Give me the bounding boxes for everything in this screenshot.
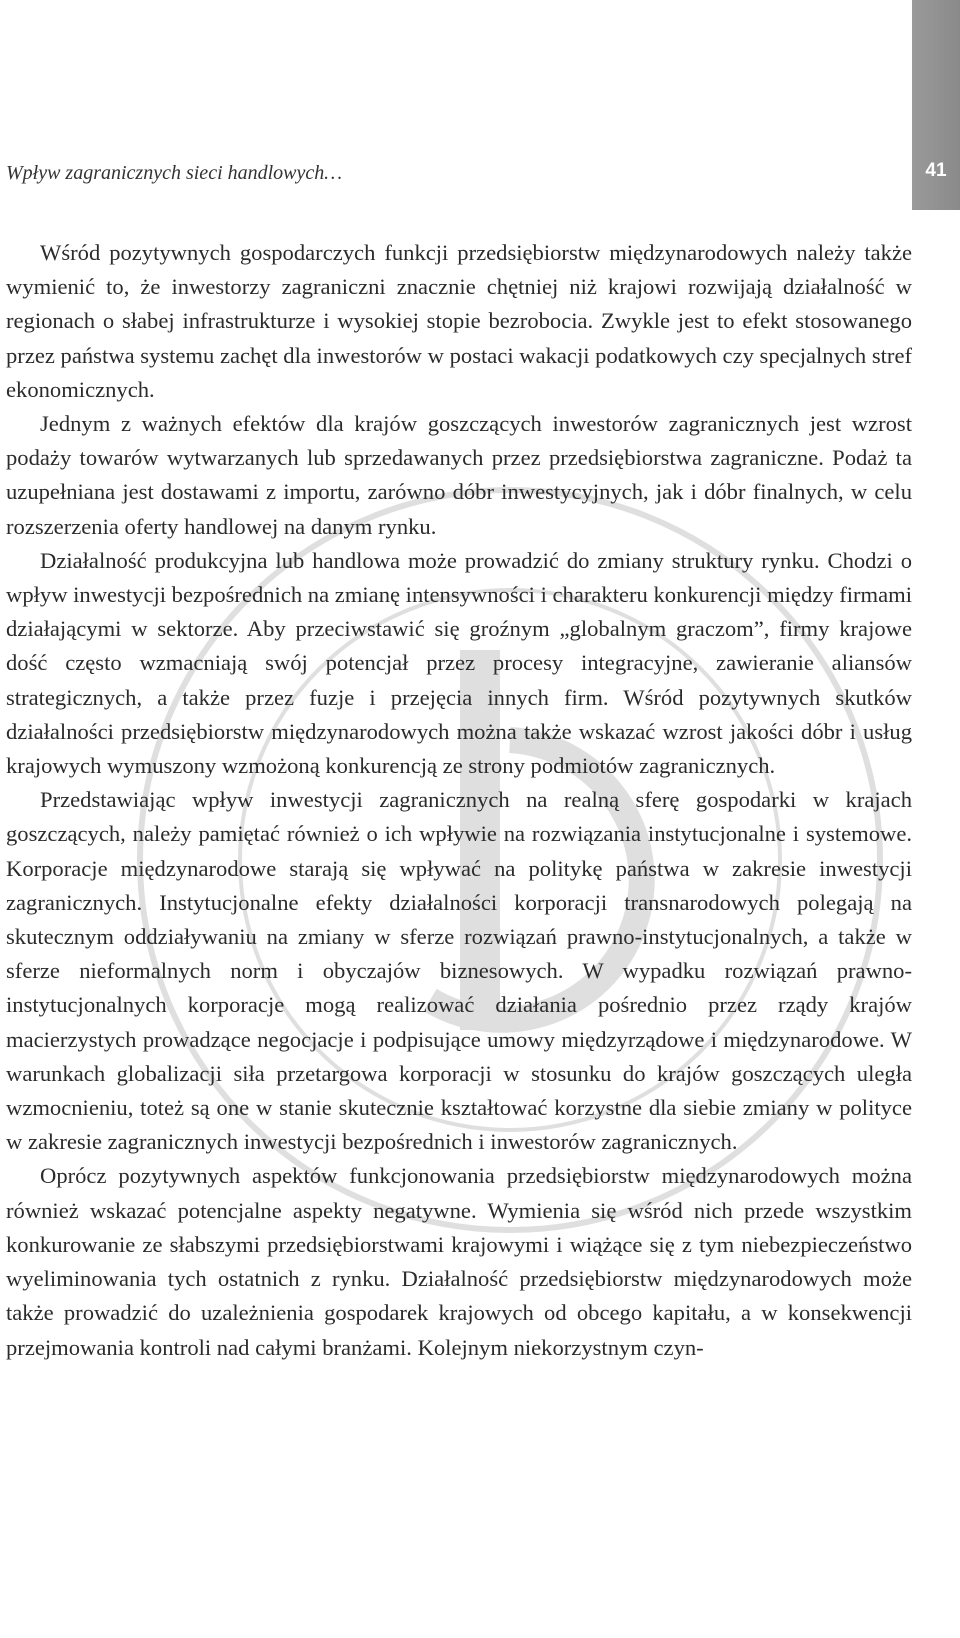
paragraph: Przedstawiając wpływ inwestycji zagranicznych na realną sferę gospodarki w krajach goszczących, należy pamiętać również o ich wpływie na rozwiązania instytucjonalne i systemowe. Korporacje międzynarodowe starają się wpływać na politykę państwa w zakresie inwestycji zagranicznych. Instytucjonalne efekty działalności korporacji transnarodowych polegają na skutecznym oddziaływaniu na zmiany w sferze rozwiązań prawno-instytucjonalnych, a także w sferze nieformalnych norm i obyczajów biznesowych. W wypadku rozwiązań prawno-instytucjonalnych korporacje mogą realizować działania pośrednio przez rządy krajów macierzystych prowadzące negocjacje i podpisujące umowy międzyrządowe i międzynarodowe. W warunkach globalizacji siła przetargowa korporacji w stosunku do krajów goszczących uległa wzmocnieniu, toteż są one w stanie skutecznie kształtować korzystne dla siebie zmiany w polityce w zakresie zagranicznych inwestycji bezpośrednich i inwestorów zagranicznych. <box>6 787 912 1155</box>
paragraph: Oprócz pozytywnych aspektów funkcjonowania przedsiębiorstw międzynarodowych można również wskazać potencjalne aspekty negatywne. Wymienia się wśród nich przede wszystkim konkurowanie ze słabszymi przedsiębiorstwami krajowymi i wiążące się z tym niebezpieczeństwo wyeliminowania tych ostatnich z rynku. Działalność przedsiębiorstw międzynarodowych może także prowadzić do uzależnienia gospodarek krajowych od obcego kapitału, a w konsekwencji przejmowania kontroli nad całymi branżami. Kolejnym niekorzystnym czyn- <box>6 1163 912 1360</box>
page-margin-tab <box>912 0 960 1638</box>
document-body <box>6 236 912 1365</box>
paragraph: Wśród pozytywnych gospodarczych funkcji przedsiębiorstw międzynarodowych należy także wymienić to, że inwestorzy zagraniczni znacznie chętniej niż krajowi rozwijają działalność w regionach o słabej infrastrukturze i wysokiej stopie bezrobocia. Zwykle jest to efekt stosowanego przez państwa systemu zachęt dla inwestorów w postaci wakacji podatkowych czy specjalnych stref ekonomicznych. <box>6 240 912 402</box>
paragraph: Jednym z ważnych efektów dla krajów goszczących inwestorów zagranicznych jest wzrost podaży towarów wytwarzanych lub sprzedawanych przez przedsiębiorstwa zagraniczne. Podaż ta uzupełniana jest dostawami z importu, zarówno dóbr inwestycyjnych, jak i dóbr finalnych, w celu rozszerzenia oferty handlowej na danym rynku. <box>6 411 912 539</box>
page-number: 41 <box>925 160 947 181</box>
paragraph: Działalność produkcyjna lub handlowa może prowadzić do zmiany struktury rynku. Chodzi o wpływ inwestycji bezpośrednich na zmianę intensywności i charakteru konkurencji między firmami działającymi w sektorze. Aby przeciwstawić się groźnym „globalnym graczom”, firmy krajowe dość często wzmacniają swój potencjał przez procesy integracyjne, zawieranie aliansów strategicznych, a także przez fuzje i przejęcia innych firm. Wśród pozytywnych skutków działalności przedsiębiorstw międzynarodowych można także wskazać wzrost jakości dóbr i usług krajowych wymuszony wzmożoną konkurencją ze strony podmiotów zagranicznych. <box>6 547 912 779</box>
running-header: Wpływ zagranicznych sieci handlowych… <box>6 162 343 184</box>
